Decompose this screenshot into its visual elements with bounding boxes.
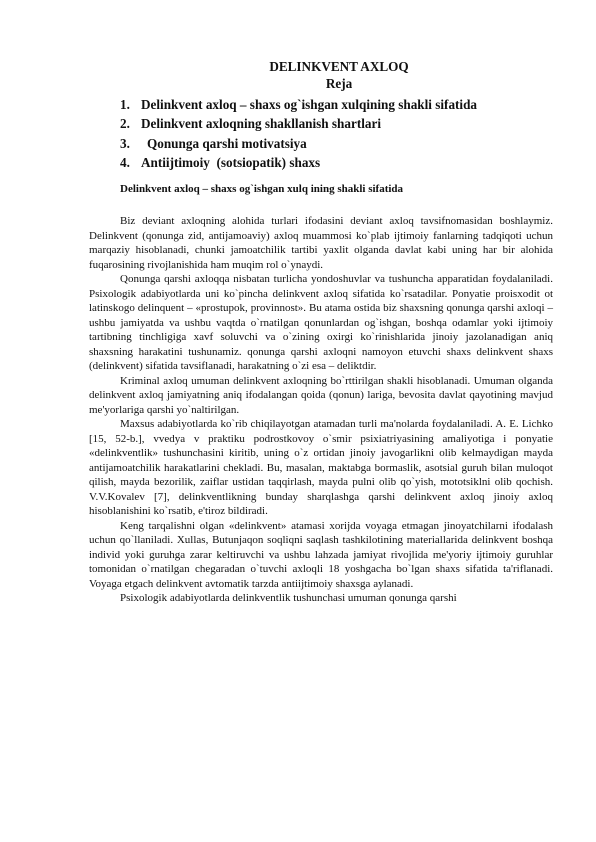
paragraph: Biz deviant axloqning alohida turlari ifodasini deviant axloq tavsifnomasidan boshlaymiz. Delinkvent (qonunga zid, antijamoaviy) axloq muammosi ko`plab ijtimoiy fanlarning tadqiqoti uchun marqaziy hisoblanadi, chunki jamoatchilik tartibi yaxlit olganda davlat kabi uning har bir alohida fuqarosining rivojlanishida ham muqim rol o`ynaydi.: [89, 215, 553, 271]
plan-item-text: Antiijtimoiy (sotsiopatik) shaxs: [141, 155, 321, 171]
plan-list: [120, 95, 477, 173]
plan-item: [120, 134, 477, 153]
plan-heading: Reja: [325, 76, 353, 91]
plan-item: [120, 95, 477, 114]
plan-item-number: 1.: [120, 97, 130, 112]
paragraph: Qonunga qarshi axloqqa nisbatan turlicha yondoshuvlar va tushuncha apparatidan foydalaniladi. Psixologik adabiyotlarda uni ko`pincha delinkvent axloq sifatida ko`rsatadilar. Ponyatie proisxodit ot latinskogo delinquent – «prostupok, provinnost». Bu atama ostida biz shaxsning qonunga qarshi axloqi – ushbu jamiyatda va ushbu vaqtda o`rnatilgan qonunlardan og`ishgan, boshqa odamlar yoki ijtimoiy tartibning tinchligiga xavf soluvchi va o`zining oxirgi ko`rinishlarida jinoiy jazolanadigan aniq shaxsning harakatini tushunamiz. qonunga qarshi axloqni namoyon etuvchi shaxs delinkvent shaxs (delinkvent) sifatida tavsiflanadi, harakatning o`zi esa – deliktdir.: [89, 273, 553, 372]
plan-item-number: 3.: [120, 135, 130, 151]
plan-item: [120, 153, 477, 172]
plan-item-text: Qonunga qarshi motivatsiya: [147, 135, 307, 151]
paragraph: Maxsus adabiyotlarda ko`rib chiqilayotgan atamadan turli ma'nolarda foydalaniladi. A. E. Lichko [15, 52-b.], vvedya v praktiku podrostkovoy o`smir psixiatriyasining amaliyotiga i ponyatie «delinkventlik» tushunchasini kiritib, uning o`z ortidan jinoiy javogarlikni olib kelmaydigan mayda antijamoatchilik harakatlarini chekladi. Bu, masalan, maktabga bormaslik, asotsial guruh bilan muloqot qilish, mayda bezorilik, zaiflar ustidan taqqirlash, mayda pulni olib qo`yish, mototsiklni olib qochish. V.V.Kovalev [7], delinkventlikning bunday sharqlashga qarshi delinkvent axloq jinoiy axloq hisoblanishini ko`rsatib, e'tiroz bildiradi.: [89, 418, 553, 517]
plan-item-number: 2.: [120, 116, 130, 132]
paragraph: Psixologik adabiyotlarda delinkventlik tushunchasi umuman qonunga qarshi: [120, 592, 457, 604]
body-text: [89, 214, 553, 606]
section-heading: Delinkvent axloq – shaxs og`ishgan xulq ining shakli sifatida: [120, 183, 404, 195]
plan-item-text: Delinkvent axloqning shakllanish shartlari: [141, 116, 382, 132]
plan-item-number: 4.: [120, 155, 130, 171]
document-title: DELINKVENT AXLOQ: [269, 59, 409, 74]
paragraph: Kriminal axloq umuman delinkvent axloqning bo`rttirilgan shakli hisoblanadi. Umuman olganda delinkvent axloq jamiyatning aniq ifodalangan qoida (qonun) lariga, bevosita davlat qayotining mavjud me'yorlariga qarshi yo`naltirilgan.: [89, 374, 553, 416]
plan-item-text: Delinkvent axloq – shaxs og`ishgan xulqining shakli sifatida: [141, 97, 478, 112]
plan-item: [120, 114, 477, 133]
paragraph: Keng tarqalishni olgan «delinkvent» atamasi xorijda voyaga etmagan jinoyatchilarni ifodalash uchun qo`llaniladi. Xullas, Butunjaqon soqliqni saqlash tashkilotining materiallarida delinkvent boshqa individ yoki guruhga zarar keltiruvchi va ushbu lahzada jamiyat rivojlida me'yoriy ijtimoiy guruhlar tomonidan o`rnatilgan chegaradan o`tuvchi axloqli 18 yoshgacha bo`lgan shaxs sifatida ta'riflanadi. Voyaga etgach delinkvent avtomatik tarzda antiijtimoiy shaxsga aylanadi.: [89, 519, 553, 590]
